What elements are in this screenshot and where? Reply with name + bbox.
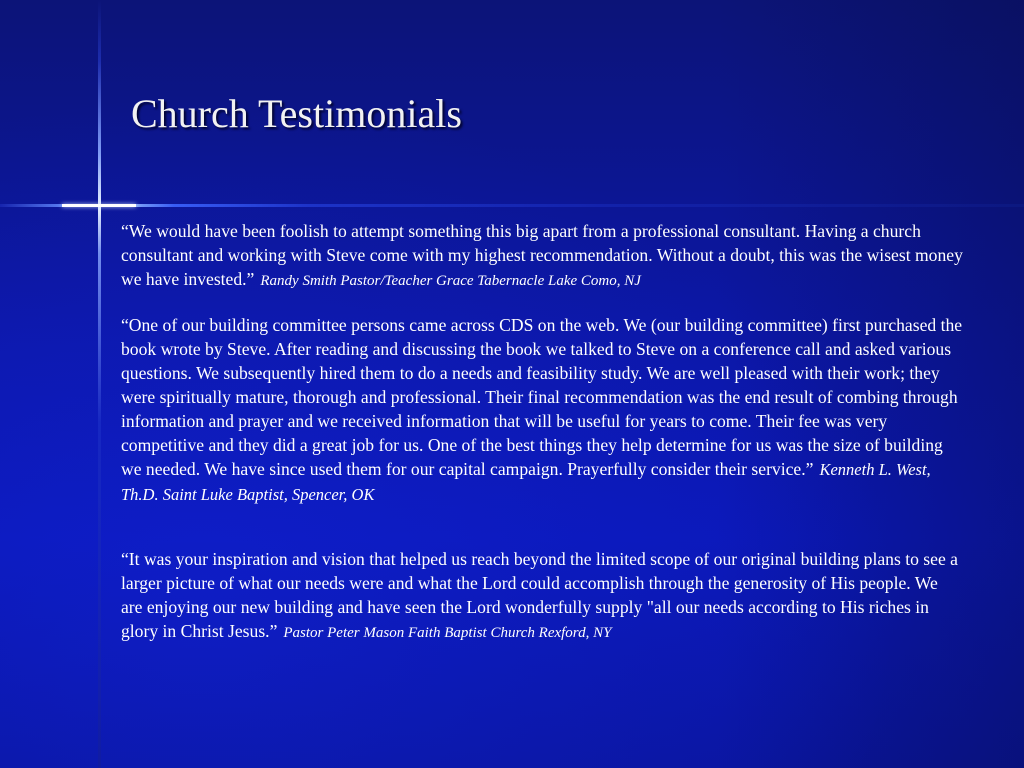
testimonials-body <box>121 219 963 665</box>
slide-title: Church Testimonials <box>131 91 462 136</box>
testimonial-quote: “It was your inspiration and vision that helped us reach beyond the limited scope of our original building plans to see a larger picture of what our needs were and what the Lord could accomplish through the generosity of His people. We are enjoying our new building and have seen the Lord wonderfully supply "all our needs according to His riches in glory in Christ Jesus.” <box>121 549 958 641</box>
testimonial-quote: “We would have been foolish to attempt something this big apart from a professional consultant. Having a church consultant and working with Steve come with my highest recommendation. Without a doubt, this was the wisest money we have invested.” <box>121 221 963 289</box>
cross-highlight <box>62 204 136 207</box>
testimonial-2 <box>121 313 963 507</box>
testimonial-attribution: Pastor Peter Mason Faith Baptist Church Rexford, NY <box>283 625 612 641</box>
testimonial-quote: “One of our building committee persons came across CDS on the web. We (our building committee) first purchased the book wrote by Steve. After reading and discussing the book we talked to Steve on a conference call and asked various questions. We subsequently hired them to do a needs and feasibility study. We are well pleased with their work; they were spiritually mature, thorough and professional. Their final recommendation was the end result of combing through information and prayer and we received information that will be useful for years to come. Their fee was very competitive and they did a great job for us. One of the best things they help determine for us was the size of building we needed. We have since used them for our capital campaign. Prayerfully consider their service.” <box>121 315 963 479</box>
horizontal-accent-line <box>0 204 1024 207</box>
testimonial-attribution: Kenneth L. West, Th.D. Saint Luke Baptist, Spencer, OK <box>121 460 931 504</box>
testimonial-3 <box>121 547 963 645</box>
testimonial-1 <box>121 219 963 293</box>
vertical-accent-line <box>98 0 101 768</box>
testimonial-attribution: Randy Smith Pastor/Teacher Grace Tabernacle Lake Como, NJ <box>260 273 641 289</box>
